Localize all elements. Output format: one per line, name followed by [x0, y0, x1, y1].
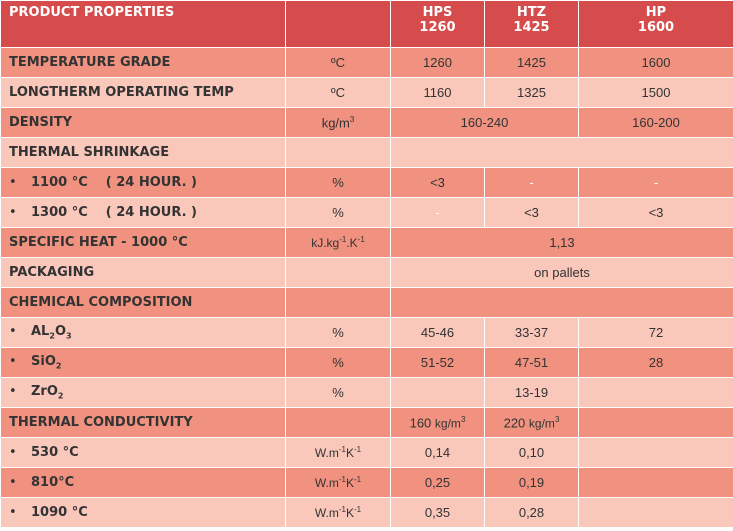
value-htz: 1425: [485, 48, 579, 78]
value-hps-htz: 160-240: [391, 108, 579, 138]
temp-label: 1300 °C: [31, 205, 88, 220]
bullet-icon: •: [9, 354, 17, 370]
row-packaging: [1, 258, 733, 288]
value-htz: 47-51: [485, 348, 579, 378]
grade-name: HTZ: [516, 5, 547, 20]
unit-part: W.m: [314, 506, 339, 520]
unit-part: W.m: [314, 446, 339, 460]
temp-label: 810°C: [31, 475, 75, 490]
unit-part: .K: [346, 236, 358, 250]
unit-exponent: 3: [460, 414, 466, 424]
row-unit: %: [286, 348, 391, 378]
value-hps: [391, 378, 485, 408]
unit-exponent: -1: [338, 475, 346, 484]
row-tc-810: [1, 468, 733, 498]
row-unit: %: [286, 168, 391, 198]
unit-part: K: [345, 506, 354, 520]
row-label: [1, 318, 286, 348]
empty-cell: [579, 438, 733, 468]
unit-exponent: -1: [339, 235, 347, 244]
formula-part: O: [54, 324, 66, 340]
empty-cell: [579, 498, 733, 528]
row-label: [1, 348, 286, 378]
empty-cell: [579, 468, 733, 498]
section-label: THERMAL SHRINKAGE: [1, 138, 286, 168]
row-shrink-1300: [1, 198, 733, 228]
row-label: TEMPERATURE GRADE: [1, 48, 286, 78]
unit-part: kJ.kg: [311, 236, 340, 250]
row-label: [1, 468, 286, 498]
value-htz: -: [485, 168, 579, 198]
row-temperature-grade: [1, 48, 733, 78]
value-all: 1,13: [391, 228, 733, 258]
grade-code: 1260: [419, 20, 456, 35]
row-unit: [286, 438, 391, 468]
time-label: ( 24 HOUR. ): [105, 205, 197, 220]
value-hps: -: [391, 198, 485, 228]
value-htz: 1325: [485, 78, 579, 108]
value-hp: 72: [579, 318, 733, 348]
grade-name: HPS: [422, 5, 453, 20]
row-longterm-temp: [1, 78, 733, 108]
row-tc-530: [1, 438, 733, 468]
grade-code: 1600: [637, 20, 675, 35]
temp-label: 1100 °C: [31, 175, 88, 190]
row-label: DENSITY: [1, 108, 286, 138]
section-label: THERMAL CONDUCTIVITY: [1, 408, 286, 438]
row-unit: ºC: [286, 48, 391, 78]
row-unit: %: [286, 378, 391, 408]
unit-exponent: 3: [554, 414, 560, 424]
formula-subscript: 3: [66, 331, 72, 341]
value-hp: 28: [579, 348, 733, 378]
table-header-row: [1, 1, 733, 48]
empty-cell: [391, 288, 733, 318]
header-grade-hps: [391, 1, 485, 48]
row-unit: [286, 228, 391, 258]
unit-exponent: -1: [354, 475, 362, 484]
value-hps: 51-52: [391, 348, 485, 378]
row-zro2: [1, 378, 733, 408]
density-unit: kg/m: [528, 416, 555, 431]
formula-part: ZrO: [31, 384, 58, 400]
row-label: [1, 438, 286, 468]
formula-part: SiO: [31, 354, 56, 370]
unit-exponent: -1: [354, 445, 362, 454]
value-hps: 0,35: [391, 498, 485, 528]
value-htz: 0,10: [485, 438, 579, 468]
row-label: [1, 378, 286, 408]
value-htz: <3: [485, 198, 579, 228]
unit-exponent: 3: [349, 114, 355, 124]
row-unit: [286, 498, 391, 528]
row-unit: [286, 108, 391, 138]
grade-code: 1425: [513, 20, 550, 35]
row-unit: ºC: [286, 78, 391, 108]
unit-exponent: -1: [338, 445, 346, 454]
formula-part: AL: [31, 324, 50, 340]
value-all: on pallets: [391, 258, 733, 288]
row-al2o3: [1, 318, 733, 348]
row-thermal-conductivity: [1, 408, 733, 438]
density-hps: [391, 408, 485, 438]
value-hps: 0,14: [391, 438, 485, 468]
header-unit-cell: [286, 1, 391, 48]
bullet-icon: •: [9, 505, 17, 520]
bullet-icon: •: [9, 175, 17, 190]
header-grade-hp: [579, 1, 733, 48]
time-label: ( 24 HOUR. ): [105, 175, 197, 190]
density-unit: kg/m: [434, 416, 461, 431]
value-htz: 0,19: [485, 468, 579, 498]
empty-cell: [286, 288, 391, 318]
value-hp: 1600: [579, 48, 733, 78]
row-chemical-composition: [1, 288, 733, 318]
value-hp: <3: [579, 198, 733, 228]
unit-exponent: -1: [357, 235, 365, 244]
row-unit: [286, 468, 391, 498]
unit-exponent: -1: [338, 505, 346, 514]
density-value: 220: [503, 415, 526, 431]
row-tc-1090: [1, 498, 733, 528]
density-htz: [485, 408, 579, 438]
temp-label: 1090 °C: [31, 505, 88, 520]
bullet-icon: •: [9, 445, 17, 460]
row-label: SPECIFIC HEAT - 1000 °C: [1, 228, 286, 258]
unit-exponent: -1: [354, 505, 362, 514]
bullet-icon: •: [9, 324, 17, 340]
row-sio2: [1, 348, 733, 378]
row-density: [1, 108, 733, 138]
value-htz: 0,28: [485, 498, 579, 528]
empty-cell: [391, 138, 733, 168]
bullet-icon: •: [9, 205, 17, 220]
row-label: [1, 498, 286, 528]
empty-cell: [286, 258, 391, 288]
empty-cell: [579, 408, 733, 438]
value-htz: 13-19: [485, 378, 579, 408]
row-label: LONGTHERM OPERATING TEMP: [1, 78, 286, 108]
value-hp: 1500: [579, 78, 733, 108]
unit-part: K: [345, 446, 354, 460]
row-shrink-1100: [1, 168, 733, 198]
value-hps: 0,25: [391, 468, 485, 498]
unit-part: K: [345, 476, 354, 490]
row-specific-heat: [1, 228, 733, 258]
empty-cell: [286, 408, 391, 438]
section-label: CHEMICAL COMPOSITION: [1, 288, 286, 318]
row-label: [1, 198, 286, 228]
formula-subscript: 2: [57, 391, 64, 401]
grade-name: HP: [645, 5, 667, 20]
value-hp: [579, 378, 733, 408]
formula-subscript: 2: [55, 361, 62, 371]
unit-base: kg/m: [321, 115, 350, 131]
bullet-icon: •: [9, 384, 17, 400]
density-value: 160: [409, 415, 432, 431]
value-hps: 45-46: [391, 318, 485, 348]
row-unit: %: [286, 318, 391, 348]
value-hp: -: [579, 168, 733, 198]
value-hps: 1260: [391, 48, 485, 78]
row-unit: %: [286, 198, 391, 228]
unit-part: W.m: [314, 476, 339, 490]
header-title: PRODUCT PROPERTIES: [1, 1, 286, 48]
value-hps: <3: [391, 168, 485, 198]
row-label: [1, 168, 286, 198]
value-htz: 33-37: [485, 318, 579, 348]
value-hp: 160-200: [579, 108, 733, 138]
value-hps: 1160: [391, 78, 485, 108]
formula-subscript: 2: [49, 331, 55, 341]
temp-label: 530 °C: [31, 445, 79, 460]
header-grade-htz: [485, 1, 579, 48]
row-label: PACKAGING: [1, 258, 286, 288]
bullet-icon: •: [9, 475, 17, 490]
empty-cell: [286, 138, 391, 168]
row-thermal-shrinkage: [1, 138, 733, 168]
